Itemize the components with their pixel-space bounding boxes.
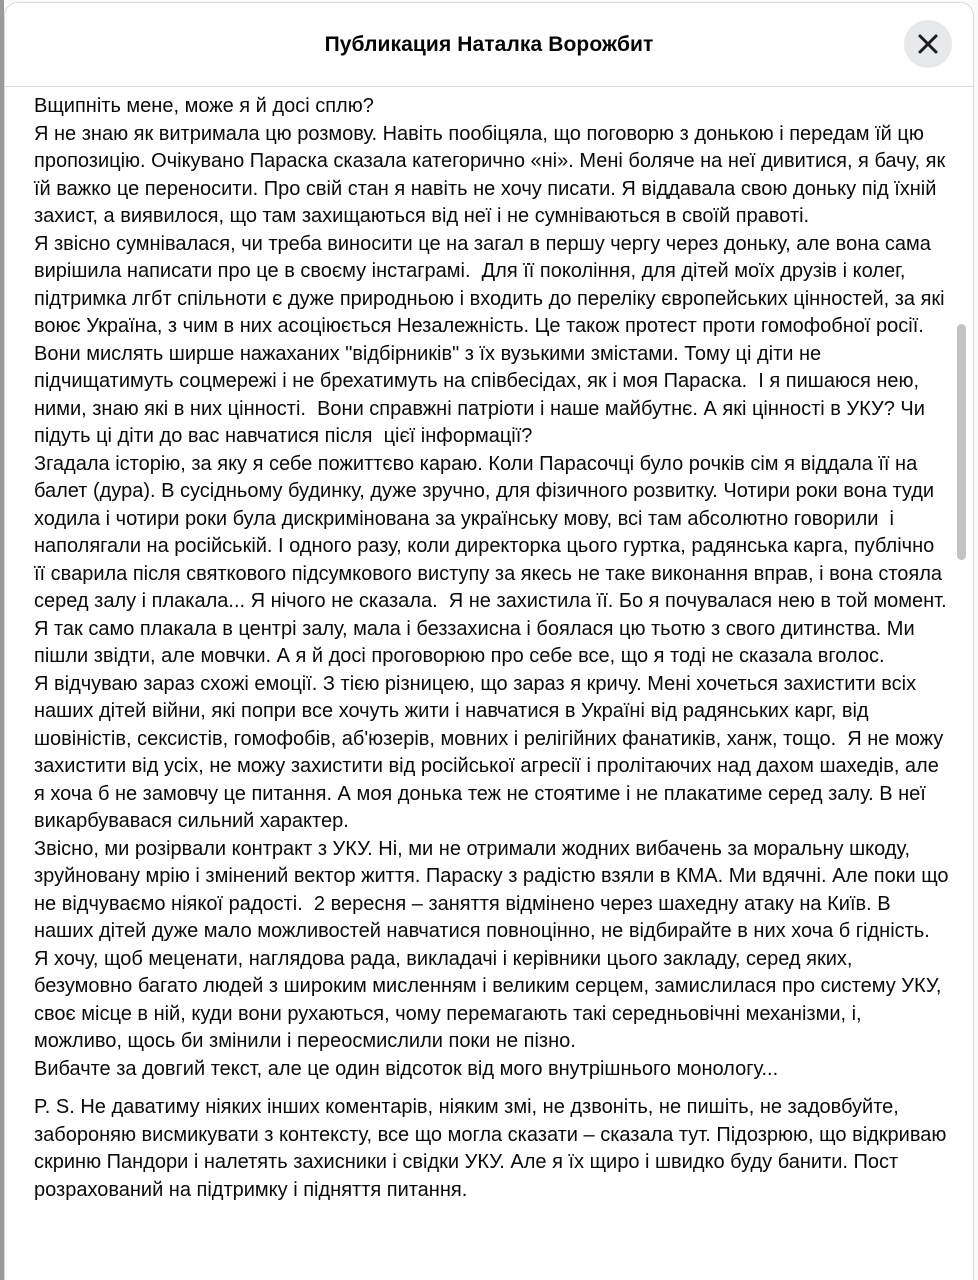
close-icon xyxy=(916,32,940,56)
post-paragraph-8: Вибачте за довгий текст, але це один відсоток від мого внутрішнього монологу... xyxy=(34,1057,779,1080)
post-paragraph-7: Я хочу, щоб меценати, наглядова рада, викладачі і керівники цього закладу, серед яких, безумовно багато людей з широким мисленням і великим серцем, замислилася про систему УКУ, своє місце в ній, куди вони рухаються, чому перемагають такі середньовічні механізми, і, можливо, щось би змінили і переосмислили поки не пізно. xyxy=(34,947,948,1052)
post-paragraph-ps: P. S. Не даватиму ніяких інших коментарів, ніяким змі, не дзвоніть, не пишіть, не задовбуйте, забороняю висмикувати з контексту, все що могла сказати – сказала тут. Підозрюю, що відкриваю скриню Пандори і налетять захисники і свідки УКУ. Але я їх щиро і швидко буду банити. Пост розрахований на підтримку і підняття питання. xyxy=(34,1096,952,1201)
close-button[interactable] xyxy=(904,20,952,68)
dialog-header xyxy=(5,3,973,87)
post-dialog xyxy=(4,2,974,1280)
post-paragraph-2: Я не знаю як витримала цю розмову. Навіть пообіцяла, що поговорю з донькою і передам їй цю пропозицію. Очікувано Параска сказала категорично «ні». Мені боляче на неї дивитися, я бачу, як їй важко це переносити. Про свій стан я навіть не хочу писати. Я віддавала свою доньку під їхній захист, а виявилося, що там захищаються від неї і не сумніваються в своїй правоті. xyxy=(34,122,951,227)
scrollbar-thumb[interactable] xyxy=(957,324,966,560)
post-paragraph-6: Звісно, ми розірвали контракт з УКУ. Ні, ми не отримали жодних вибачень за моральну шкоду, зруйновану мрію і змінений вектор життя. Параску з радістю взяли в КМА. Ми вдячні. Але поки що не відчуваємо ніякої радості. 2 вересня – заняття відмінено через шахедну атаку на Київ. В наших дітей дуже мало можливостей навчатися повноцінно, не відбирайте в них хоча б гідність. xyxy=(34,837,955,942)
post-content xyxy=(5,87,973,1204)
post-paragraph-3: Я звісно сумнівалася, чи треба виносити це на загал в першу чергу через доньку, але вона сама вирішила написати про це в своєму інстаграмі. Для її покоління, для дітей моїх друзів і колег, підтримка лгбт спільноти є дуже природньою і входить до переліку європейських цінностей, за які воює Україна, з чим в них асоціюється Незалежність. Це також протест проти гомофобної росії. Вони мислять ширше нажаханих "відбірників" з їх вузькими змістами. Тому ці діти не підчищатимуть соцмережі і не брехатимуть на співбесідах, як і моя Параска. І я пишаюся нею, ними, знаю які в них цінності. Вони справжні патріоти і наше майбутнє. А які цінності в УКУ? Чи підуть ці діти до вас навчатися після цієї інформації? xyxy=(34,232,951,447)
post-paragraph-4: Згадала історію, за яку я себе пожиттєво караю. Коли Парасочці було рочків сім я віддала її на балет (дура). В сусідньому будинку, дуже зручно, для фізичного розвитку. Чотири роки вона туди ходила і чотири роки була дискримінована за українську мову, всі там абсолютно говорили і наполягали на російській. І одного разу, коли директорка цього гуртка, радянська карга, публічно її сварила після святкового підсумкового виступу за якесь не таке виконання вправ, і вона стояла серед залу і плакала... Я нічого не сказала. Я не захистила її. Бо я почувалася нею в той момент. Я так само плакала в центрі залу, мала і беззахисна і боялася цю тьотю з свого дитинства. Ми пішли звідти, але мовчки. А я й досі проговорюю про себе все, що я тоді не сказала вголос. xyxy=(34,452,953,667)
post-paragraph-1: Вщипніть мене, може я й досі сплю? xyxy=(34,95,374,117)
post-paragraph-5: Я відчуваю зараз схожі емоції. З тією різницею, що зараз я кричу. Мені хочеться захистити всіх наших дітей війни, які попри все хочуть жити і навчатися в Україні від радянських карг, від шовіністів, сексистів, гомофобів, аб'юзерів, мовних і релігійних фанатиків, ханж, тощо. Я не можу захистити від усіх, не можу захистити від російської агресії і пролітаючих над дахом шахедів, але я хоча б не замовчу це питання. А моя донька теж не стоятиме і не плакатиме серед залу. В неї викарбувавася сильний характер. xyxy=(34,672,949,832)
dialog-title: Публикация Наталка Ворожбит xyxy=(324,32,654,56)
